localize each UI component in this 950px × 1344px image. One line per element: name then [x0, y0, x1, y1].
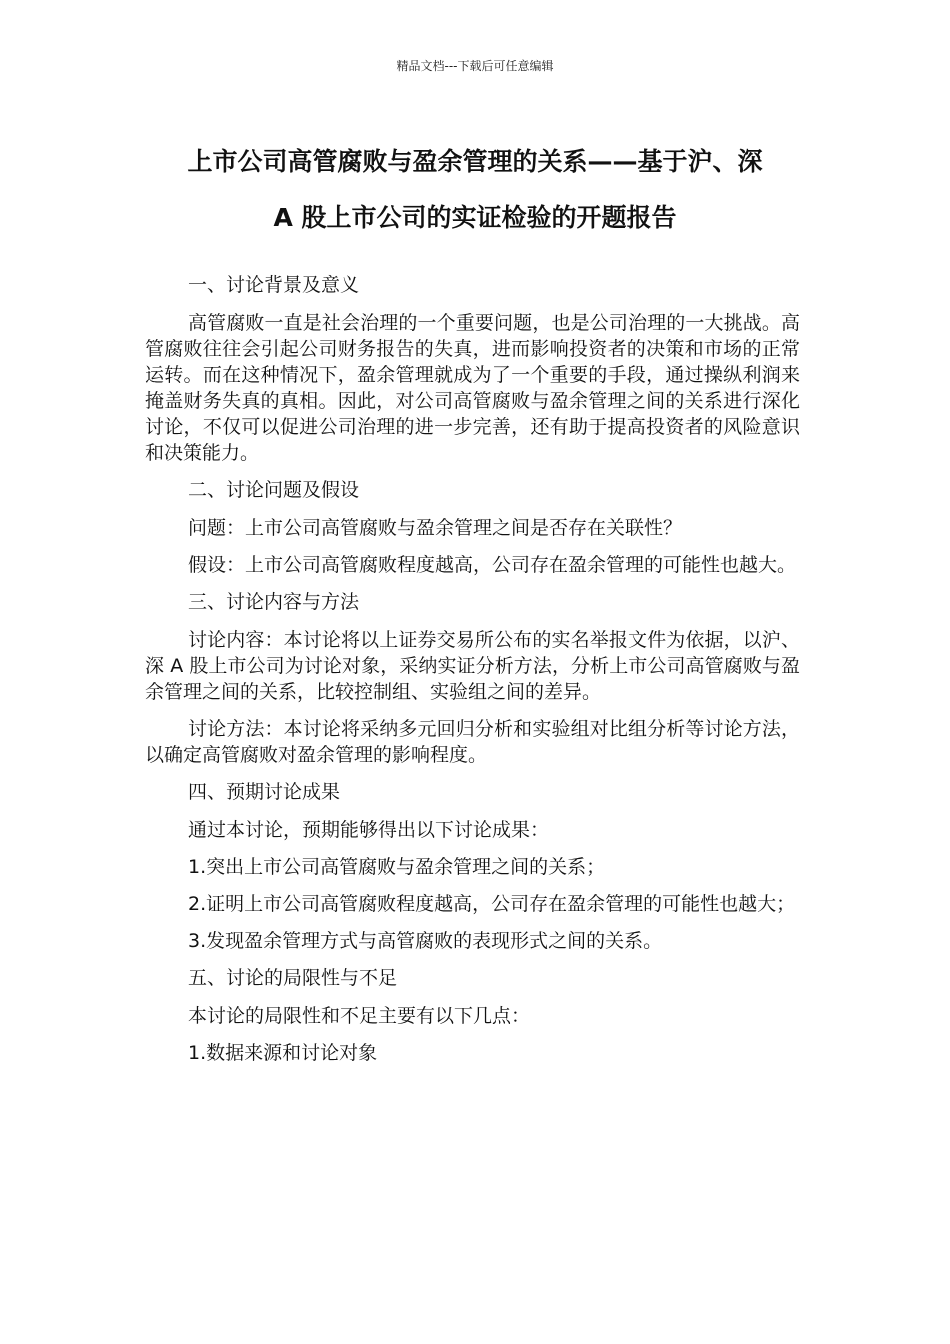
paragraph-background: 高管腐败一直是社会治理的一个重要问题，也是公司治理的一大挑战。高管腐败往往会引起公司财务报告的失真，进而影响投资者的决策和市场的正常运转。而在这种情况下，盈余管理就成为了一个重要的手段，通过操纵利润来掩盖财务失真的真相。因此，对公司高管腐败与盈余管理之间的关系进行深化讨论，不仅可以促进公司治理的进一步完善，还有助于提高投资者的风险意识和决策能力。 — [145, 312, 800, 464]
list-item-expected-2: 2.证明上市公司高管腐败程度越高，公司存在盈余管理的可能性也越大； — [188, 893, 796, 915]
title-line-2: A 股上市公司的实证检验的开题报告 — [273, 203, 677, 232]
paragraph-content: 讨论内容：本讨论将以上证券交易所公布的实名举报文件为依据，以沪、深 A 股上市公司为讨论对象，采纳实证分析方法，分析上市公司高管腐败与盈余管理之间的关系，比较控制组、实验组之间的差异。 — [145, 629, 800, 703]
section-heading-content-methods: 三、讨论内容与方法 — [188, 591, 360, 613]
paragraph-limitations-intro: 本讨论的局限性和不足主要有以下几点： — [188, 1005, 531, 1027]
paragraph-hypothesis: 假设：上市公司高管腐败程度越高，公司存在盈余管理的可能性也越大。 — [188, 554, 797, 576]
list-item-limitation-1: 1.数据来源和讨论对象 — [188, 1042, 378, 1064]
title-line-1: 上市公司高管腐败与盈余管理的关系——基于沪、深 — [187, 147, 763, 176]
document-title — [140, 134, 810, 246]
list-item-expected-3: 3.发现盈余管理方式与高管腐败的表现形式之间的关系。 — [188, 930, 663, 952]
page-header: 精品文档---下载后可任意编辑 — [396, 59, 554, 73]
section-heading-limitations: 五、讨论的局限性与不足 — [188, 967, 398, 989]
section-heading-questions: 二、讨论问题及假设 — [188, 479, 360, 501]
paragraph-methods: 讨论方法：本讨论将采纳多元回归分析和实验组对比组分析等讨论方法，以确定高管腐败对盈余管理的影响程度。 — [145, 718, 800, 766]
section-heading-expected-results: 四、预期讨论成果 — [188, 781, 341, 803]
list-item-expected-1: 1.突出上市公司高管腐败与盈余管理之间的关系； — [188, 856, 606, 878]
document-body — [145, 272, 800, 1077]
paragraph-question: 问题：上市公司高管腐败与盈余管理之间是否存在关联性？ — [188, 517, 683, 539]
paragraph-expected-intro: 通过本讨论，预期能够得出以下讨论成果： — [188, 819, 550, 841]
section-heading-background: 一、讨论背景及意义 — [188, 274, 360, 296]
